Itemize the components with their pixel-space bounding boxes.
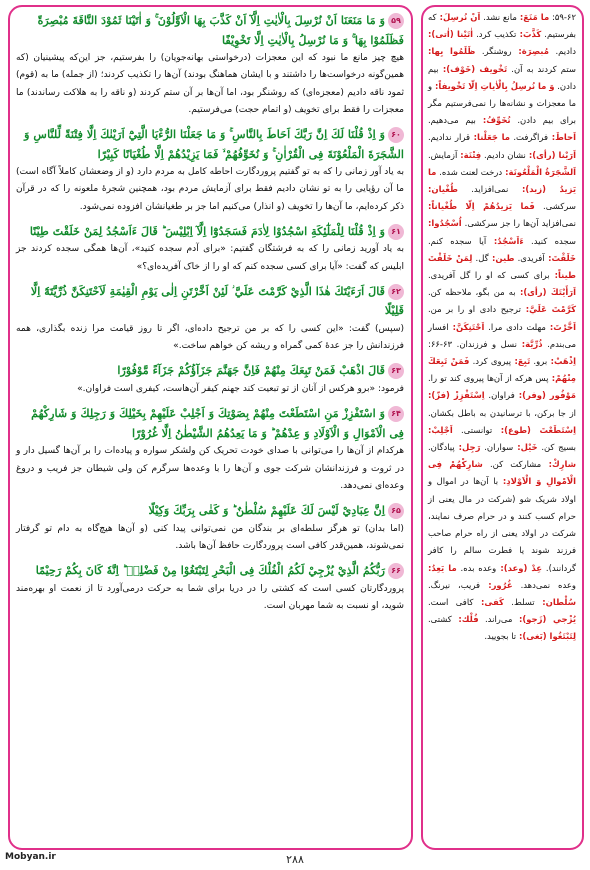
glossary-meaning: قرار ندادیم. xyxy=(428,132,471,143)
verse-arabic-text: قَالَ اَرَءَيْتَكَ هٰذَا الَّذِيْ كَرَّمْتَ عَلَيَّ ؗ لَئِنْ اَخَّرْتَنِ اِلٰى يَوْمِ الْقِيٰمَةِ لَاَحْتَنِكَنَّ ذُرِّيَّتَهٗٓ اِلَّا قَلِيْلًا xyxy=(30,283,404,318)
glossary-term: اَحاطَ: xyxy=(548,132,576,143)
glossary-meaning: سواران. xyxy=(480,442,514,453)
glossary-meaning: ستم کردند به آن. xyxy=(507,63,577,74)
glossary-meaning: آزمایش. xyxy=(428,149,458,160)
verse-arabic xyxy=(10,561,411,581)
glossary-term: طين: xyxy=(488,252,515,263)
glossary-term: لِمَنْ خَلَقْتَ طيناً: xyxy=(428,252,576,281)
glossary-term: طُغْيان: xyxy=(428,184,458,195)
verse-arabic-text: وَ اِذْ قُلْنَا لِلْمَلٰٓئِكَةِ اسْجُدُوْا لِاٰدَمَ فَسَجَدُوْٓا اِلَّآ اِبْلِيْسَ ؕ قَالَ ءَاَسْجُدُ لِمَنْ خَلَقْتَ طِيْنًا xyxy=(29,223,385,238)
glossary-term: اَرَأَيْتَكَ (رأی): xyxy=(515,287,576,298)
verse-block xyxy=(10,11,411,119)
glossary-term: ءَاَسْجُدُ: xyxy=(486,235,524,246)
glossary-term: شارِكْ: xyxy=(541,459,577,470)
page-number: ۲۸۸ xyxy=(286,853,304,866)
glossary-term: شارِكْهُمْ فِى الْاَمْوالِ وَ الْاَوْلادِ: xyxy=(428,459,576,487)
verse-block xyxy=(10,561,411,615)
glossary-meaning: که بفرستیم. xyxy=(428,12,577,40)
verse-number-badge: ۶۵ xyxy=(388,503,404,519)
glossary-meaning: آیا سجده کنم. xyxy=(428,235,487,246)
verse-arabic-text: وَ اسْتَفْزِزْ مَنِ اسْتَطَعْتَ مِنْهُمْ بِصَوْتِكَ وَ اَجْلِبْ عَلَيْهِمْ بِخَيْلِكَ وَ رَجِلِكَ وَ شَارِكْهُمْ فِى الْاَمْوَالِ وَ الْاَوْلَادِ وَ عِدْهُمْ ؕ وَ مَا يَعِدُهُمُ الشَّيْطٰنُ اِلَّا غُرُوْرًا xyxy=(31,406,404,440)
glossary-meaning: نشان دادیم. xyxy=(481,149,526,160)
glossary-term: اَحْتَنِكَنَّ: xyxy=(448,321,485,332)
glossary-term: مُبصِرَة: xyxy=(511,46,549,57)
glossary-term: اِسْتَطَعْتَ (طوع): xyxy=(492,424,576,435)
glossary-term: لِتَبْتَغُوا (بَغی): xyxy=(516,631,576,642)
glossary-meaning: مشارکت کن. xyxy=(482,459,542,470)
verse-arabic xyxy=(10,282,411,321)
glossary-meaning: وعده نمی‌دهد. xyxy=(512,579,576,590)
glossary-term: فُلْك: xyxy=(451,614,479,625)
verse-block xyxy=(10,361,411,398)
verse-translation: به یاد آورید زمانی را که به فرشتگان گفتیم: «برای آدم سجده کنید»، آن‌ها همگی سجده کردند جز ابلیس که گفت: «آیا برای کسی سجده کنم که او را از خاک آفریده‌ای؟» xyxy=(16,244,404,272)
glossary-term: ما يَعِدُ: xyxy=(428,562,457,573)
glossary-term: اِذْهَبْ: xyxy=(547,356,576,367)
verse-arabic xyxy=(10,222,411,242)
glossary-term: تَبِعَ: xyxy=(511,356,531,367)
verse-arabic xyxy=(10,404,411,443)
glossary-meaning: فراگرفت. xyxy=(509,132,549,143)
glossary-meaning: آفریدی. xyxy=(514,252,545,263)
verse-arabic xyxy=(10,361,411,381)
verse-arabic-text: وَ اِذْ قُلْنَا لَكَ اِنَّ رَبَّكَ اَحَاطَ بِالنَّاسِ ۚ وَ مَا جَعَلْنَا الرُّءْيَا الَّتِيْٓ اَرَيْنٰكَ اِلَّا فِتْنَةً لِّلنَّاسِ وَ الشَّجَرَةَ الْمَلْعُوْنَةَ فِى الْقُرْاٰنِ ۚ وَ نُخَوِّفُهُمْ ۙ فَمَا يَزِيْدُهُمْ اِلَّا طُغْيَانًا كَبِيْرًا xyxy=(24,127,404,161)
glossary-term: كَفی: xyxy=(473,596,504,607)
glossary-meaning: بسیج کن. xyxy=(537,442,577,453)
verses-panel xyxy=(8,5,413,850)
glossary-meaning: تسلط. xyxy=(503,596,535,607)
glossary-meaning: پس هرکه از آن‌ها پیروی کند تو را. xyxy=(428,373,549,384)
verse-arabic xyxy=(10,125,411,164)
verse-number-badge: ۶۳ xyxy=(388,363,404,379)
glossary-term: ما يَزيدُ (زيد): xyxy=(428,166,577,195)
verse-arabic-text: وَ مَا مَنَعَنَا اَنْ نُرْسِلَ بِالْاٰيٰتِ اِلَّآ اَنْ كَذَّبَ بِهَا الْاَوَّلُوْنَ ۚ وَ اٰتَيْنَا ثَمُوْدَ النَّاقَةَ مُبْصِرَةً فَظَلَمُوْا بِهَا ۚ وَ مَا نُرْسِلُ بِالْاٰيٰتِ اِلَّا تَخْوِيْفًا xyxy=(37,13,404,47)
glossary-term: اَجْلِبْ: xyxy=(428,424,453,435)
glossary-term: وَ ما نُرسِلُ بِالْاٰياتِ اِلّا تَخْويفاً: xyxy=(432,80,555,91)
glossary-panel xyxy=(421,5,584,850)
glossary-meaning: نسل و فرزندان. xyxy=(452,338,517,349)
verse-number-badge: ۶۶ xyxy=(388,563,404,579)
glossary-term: اَلشَّجَرَةُ الْمَلْعُونَة: xyxy=(502,166,576,177)
glossary-meaning: بیم دادن. xyxy=(428,63,576,91)
glossary-meaning: و ما معجزات و نشانه‌ها را نمی‌فرستیم مگر برای بیم دادن. xyxy=(428,80,577,126)
verse-arabic xyxy=(10,11,411,50)
verse-number-badge: ۶۰ xyxy=(388,127,404,143)
glossary-term: عِدْ (وعد): xyxy=(496,562,543,573)
glossary-meaning: مانع نشد. xyxy=(480,12,517,22)
verse-number-badge: ۶۱ xyxy=(388,224,404,240)
verse-arabic-text: قَالَ اذْهَبْ فَمَنْ تَبِعَكَ مِنْهُمْ فَاِنَّ جَهَنَّمَ جَزَآؤُكُمْ جَزَآءً مَّوْفُوْرًا xyxy=(117,363,385,378)
verse-block xyxy=(10,501,411,555)
verse-arabic xyxy=(10,501,411,521)
verse-block xyxy=(10,404,411,495)
glossary-meaning: فریب، نیرنگ. xyxy=(428,579,481,590)
verse-block xyxy=(10,125,411,216)
glossary-meaning: افسار می‌بندم. xyxy=(428,321,576,349)
glossary-term: اَنْ نُرسِلَ: xyxy=(436,12,481,22)
glossary-meaning: برو. xyxy=(530,356,548,367)
glossary-meaning: روشنگر. xyxy=(475,46,512,57)
site-watermark[interactable]: Mobyan.ir xyxy=(5,852,56,862)
glossary-meaning: گل. xyxy=(472,252,489,263)
glossary-meaning: ۶۳-۶۶: xyxy=(428,338,453,349)
glossary-term: خَيْل: xyxy=(513,442,538,453)
verse-translation: (اما بدان) تو هرگز سلطه‌ای بر بندگان من نمی‌توانی پیدا کنی (و آن‌ها هیچ‌گاه به دام تو گرفتار نمی‌شوند، همین‌قدر کافی است پروردگارت حافظ آن‌ها باشد. xyxy=(16,523,404,551)
verse-number-badge: ۵۹ xyxy=(388,13,404,29)
glossary-meaning: به من بگو، ملاحظه کن. xyxy=(428,287,516,298)
verse-block xyxy=(10,222,411,276)
verse-translation: (سپس) گفت: «این کسی را که بر من ترجیح داده‌ای، اگر تا روز قیامت مرا زنده بگذاری، همه فرزندانش را جز عدهٔ کمی گمراه و ریشه کن خواهم ساخت.» xyxy=(16,323,404,352)
glossary-term: كَذَّبَ: xyxy=(516,29,542,40)
glossary-meaning: فراوان. xyxy=(484,390,515,401)
glossary-term: اٰتَيْنا (اٰتی): xyxy=(428,29,474,40)
glossary-meaning: می‌راند. xyxy=(478,614,513,625)
verse-number-badge: ۶۲ xyxy=(388,284,404,300)
verse-translation: به یاد آور زمانی را که به تو گفتیم پروردگارت احاطه کامل به مردم دارد (و از وضعشان کاملاً آگاه است) ما آن رؤیایی را به تو نشان دادیم فقط برای آزمایش مردم بود، همچنین شجرهٔ ملعونه را که در قرآن ذکر کرده‌ایم، ما آن‌ها را تخویف (و انذار) می‌کنیم اما جز بر طغیانشان افزوده نمی‌شود. xyxy=(16,167,404,212)
glossary-meaning: سجده کنید. xyxy=(523,235,576,246)
glossary-term: اِسْتَفْزِزْ (فزّ): xyxy=(428,390,485,401)
glossary-meaning: ۵۹-۶۲: xyxy=(549,12,576,22)
glossary-term: كَرَّمْتَ عَلَيَّ: xyxy=(520,304,576,315)
glossary-term: اَخَّرْتَ: xyxy=(545,321,576,332)
verse-block xyxy=(10,282,411,356)
glossary-meaning: با آن‌ها در اموال و اولاد شریک شو (شرکت در مال یعنی از حرام کسب کنند و در حرام صرف نمایند، شرکت در اولاد یعنی از راه حرام صاحب فرزند شوند یا فطرت سالم را کافر گردانند). xyxy=(428,476,576,573)
glossary-term: ظَلَمُوا بِها: xyxy=(428,46,476,57)
glossary-term: سُلْطان: xyxy=(534,596,576,607)
verse-translation: پروردگارتان کسی است که کشتی را در دریا برای شما به حرکت درمی‌آورد تا از نعمت او بهره‌مند شوید، او نسبت به شما مهربان است. xyxy=(16,583,404,611)
glossary-meaning: برای کسی که او را گل آفریدی. xyxy=(428,270,550,281)
glossary-meaning: درخت لعنت شده. xyxy=(436,166,503,177)
glossary-meaning: نمی‌افزاید آن‌ها را جز سرکشی. xyxy=(461,218,576,229)
glossary-meaning: توانستی. xyxy=(452,424,493,435)
glossary-meaning: سرکشی. xyxy=(534,201,577,212)
glossary-term: ما جَعَلْنا: xyxy=(470,132,510,143)
glossary-term: فَما يَزيدُهُمْ اِلّا طُغْياناً: xyxy=(428,201,535,212)
glossary-text xyxy=(423,7,582,646)
glossary-term: رَجِل: xyxy=(454,442,481,453)
glossary-meaning: ترجیح دادی او را بر من. xyxy=(428,304,521,315)
glossary-term: فِتْنَة: xyxy=(457,149,482,160)
glossary-term: مَوْفُور (وفر): xyxy=(514,390,576,401)
glossary-meaning: وعده بده. xyxy=(456,562,497,573)
glossary-meaning: از جا برکن، با ترسانیدن به باطل بکشان. xyxy=(428,407,576,418)
glossary-meaning: پیروی کرد. xyxy=(469,356,512,367)
glossary-term: اَرَيْنا (رأی): xyxy=(525,149,576,160)
glossary-term: يُزْجي (زَجو): xyxy=(512,614,576,625)
verse-translation: هرکدام از آن‌ها را می‌توانی با صدای خودت تحریک کن ولشکر سواره و پیاده‌ات را بر آن‌ها گسیل دار و در ثروت و فرزندانشان شرکت جوی و آن‌ها را با وعده‌ها سرگرم کن ولی شیطان جز فریب و دروغ وعده‌ای نمی‌دهد. xyxy=(16,446,404,491)
glossary-meaning: دادیم. xyxy=(548,46,576,57)
verse-translation: هیچ چیز مانع ما نبود که این معجزات (درخواستی بهانه‌جویان) را بفرستیم، جز این‌که پیشینیان (که همین‌گونه درخواست‌ها را داشتند و با ایشان هماهنگ بودند) آن‌ها را تکذیب کردند؛ (از جمله) ما به (قوم) ثمود ناقه دادیم (معجزه‌ای) که روشنگر بود، اما آن‌ها بر آن ستم کردند (و ناقه را به هلاکت رساندند) ما معجزات را فقط برای تخویف (و اتمام حجت) می‌فرستیم. xyxy=(16,53,404,115)
glossary-term: ذُرِّيَّة: xyxy=(516,338,543,349)
glossary-term: خَلَقْتَ: xyxy=(544,252,577,263)
glossary-meaning: تکذیب کرد. xyxy=(473,29,517,40)
verse-arabic-text: اِنَّ عِبَادِيْ لَيْسَ لَكَ عَلَيْهِمْ سُلْطٰنٌ ؕ وَ كَفٰى بِرَبِّكَ وَكِيْلًا xyxy=(148,502,385,517)
glossary-term: فَمَنْ تَبِعَكَ مِنْهُمْ: xyxy=(428,356,576,384)
verse-number-badge: ۶۴ xyxy=(388,406,404,422)
verse-translation: فرمود: «برو هرکس از آنان از تو تبعیت کند جهنم کیفر آن‌هاست، کیفری است فراوان.» xyxy=(77,383,404,394)
glossary-meaning: نمی‌افزاید. xyxy=(457,184,509,195)
glossary-term: اُسْجُدُوا: xyxy=(428,218,462,229)
glossary-meaning: تا بجویید. xyxy=(484,631,517,642)
verses-list xyxy=(10,11,411,615)
glossary-meaning: کشتی. xyxy=(428,614,452,625)
verse-arabic-text: رَبُّكُمُ الَّذِيْ يُزْجِيْ لَكُمُ الْفُلْكَ فِى الْبَحْرِ لِتَبْتَغُوْا مِنْ فَضْلِهٖ ؕ اِنَّهٗ كَانَ بِكُمْ رَحِيْمًا xyxy=(35,562,385,577)
glossary-meaning: بیم می‌دهیم. xyxy=(428,115,476,126)
glossary-term: نُخَوِّفُ: xyxy=(475,115,511,126)
glossary-meaning: کافی است. xyxy=(428,596,474,607)
glossary-term: غُرُور: xyxy=(480,579,513,590)
glossary-meaning: پیادگان. xyxy=(428,442,455,453)
glossary-term: ما مَنَعَ: xyxy=(516,12,550,22)
glossary-term: تَخْويف (خَوْف): xyxy=(438,63,508,74)
glossary-meaning: مهلت دادی مرا. xyxy=(484,321,546,332)
